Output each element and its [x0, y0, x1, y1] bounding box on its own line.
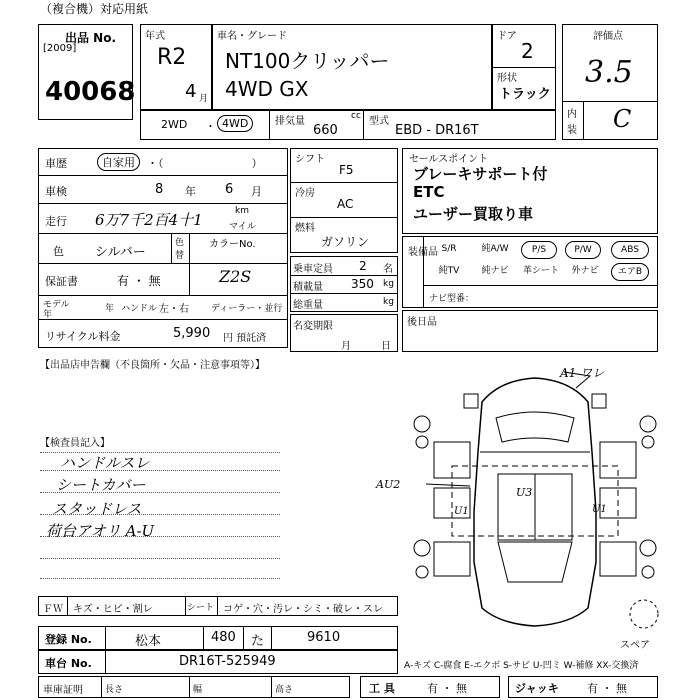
interior-grade: C [613, 105, 632, 133]
garage-cert-row: 車庫証明 長さ 幅 高さ [38, 676, 350, 698]
sales-point-2: ETC [413, 183, 445, 201]
arrival-box: 後日品 [402, 310, 658, 352]
vehicle-name-label: 車名・グレード [217, 31, 287, 42]
details-block: 車歴 自家用 ・（ ） 車検 8 年 6 月 走行 6万7千2百4十1 km マイル 色 シルバー 色 替 カラーNo. 保証書 有 ・ 無 Z2S モデル 年 年 ハンドル 左・右 ディーラー・並行 リサイクル料金 5,990 円 預託済 [38, 148, 288, 348]
vehicle-name-box [212, 24, 492, 110]
model-year-label: 年式 [145, 31, 165, 42]
damage-mark-front: A1 ワレ [560, 366, 605, 380]
spec-block-weights: 乗車定員 2 名 積載量 350 kg 総重量 kg [290, 256, 398, 312]
equip-ext-nav: 外ナビ [571, 266, 599, 276]
equip-abs: ABS [611, 241, 649, 259]
inspection-year: 8 [155, 182, 164, 197]
lot-year-stamp: [2009] [43, 43, 77, 54]
equip-nav: 純ナビ [481, 266, 509, 276]
inspector-line-3: スタッドレス [52, 500, 142, 518]
inspector-line-2: シートカバー [56, 476, 146, 494]
sales-point-1: ブレーキサポート付 [413, 165, 548, 183]
warranty-options: 有 ・ 無 [117, 274, 161, 288]
spec-block-top: シフト F5 冷房 AC 燃料 ガソリン [290, 148, 398, 253]
drive-4wd-circled: 4WD [217, 115, 253, 132]
grade-box: 評価点 3.5 内 装 C [562, 24, 658, 140]
mileage-value: 6万7千2百4十1 [95, 211, 203, 229]
lot-box [38, 24, 136, 120]
displacement-value: 660 [313, 123, 338, 138]
inspector-line-4: 荷台アオリ A-U [46, 522, 155, 540]
inspector-label: 【検査員記入】 [40, 438, 110, 449]
drive-row: 2WD ・ 4WD 排気量 cc 660 型式 EBD - DR16T [140, 110, 556, 140]
damage-code-legend: A-キズ C-腐食 E-エクボ S-サビ U-凹ミ W-補修 XX-交換済 [404, 661, 639, 671]
model-month-value: 4 [185, 81, 197, 102]
load-value: 350 [351, 277, 374, 291]
damage-mark-side: AU2 [376, 478, 401, 491]
shift-value: F5 [339, 163, 354, 177]
lot-label: 出品 No. [65, 31, 117, 45]
ac-value: AC [337, 197, 354, 211]
sales-points-box: セールスポイント ブレーキサポート付 ETC ユーザー買取り車 [402, 148, 658, 234]
lot-number: 40068 [45, 77, 136, 107]
seller-notes-label: 【出品店申告欄（不良箇所・欠品・注意事項等）】 [40, 360, 265, 371]
equip-tv: 純TV [438, 266, 460, 276]
equipment-box: 装備品 S/R 純A/W P/S P/W ABS 純TV 純ナビ 革シート 外ナビ エアB ナビ型番： [402, 236, 658, 308]
equip-airbag: エアB [611, 263, 649, 281]
tools-row: 工 具 有 ・ 無 [360, 676, 500, 698]
vehicle-grade: 4WD GX [225, 77, 309, 101]
fuel-value: ガソリン [321, 235, 370, 249]
jack-row: ジャッキ 有 ・ 無 [508, 676, 658, 698]
registration-row: 登録 No. 松本 480 た 9610 [38, 626, 398, 650]
form-title: （複合機）対応用紙 [40, 2, 149, 16]
spare-label: スペア [620, 640, 650, 651]
equip-sr: S/R [441, 244, 457, 254]
color-value: シルバー [95, 245, 146, 260]
color-number: Z2S [219, 267, 252, 286]
registration-class: 480 [211, 630, 236, 645]
damage-mark-right: U1 [592, 504, 607, 515]
inspector-line-1: ハンドルスレ [60, 454, 150, 472]
registration-place: 松本 [135, 634, 162, 649]
legend-bar: ＦＷ キズ・ヒビ・割レ シート コゲ・穴・汚レ・シミ・破レ・スレ [38, 596, 398, 616]
shape-value: トラック [499, 87, 551, 102]
equip-leather: 革シート [522, 266, 559, 276]
doors-shape-box: ドア 2 形状 トラック [492, 24, 556, 110]
recycle-value: 5,990 [173, 326, 211, 341]
damage-mark-left: U1 [454, 506, 469, 517]
equip-ps: P/S [521, 241, 557, 259]
model-year-box: 年式 R2 4 月 [140, 24, 212, 110]
vehicle-name: NT100クリッパー [225, 49, 390, 73]
chassis-row: 車台 No. DR16T-525949 [38, 650, 398, 674]
chassis-number: DR16T-525949 [179, 654, 276, 669]
damage-mark-bed: U3 [516, 486, 533, 499]
model-year-value: R2 [157, 45, 187, 70]
registration-kana: た [251, 634, 265, 649]
capacity-value: 2 [359, 259, 367, 273]
registration-number: 9610 [307, 630, 341, 645]
doors-value: 2 [521, 39, 534, 63]
drive-2wd: 2WD [161, 118, 188, 131]
inspection-month: 6 [225, 182, 234, 197]
name-change-box: 名変期限 月 日 [290, 314, 398, 352]
equip-aw: 純A/W [481, 244, 509, 254]
history-value: 自家用 [97, 153, 140, 171]
equip-pw: P/W [565, 241, 601, 259]
vehicle-damage-diagram [400, 362, 700, 652]
sales-point-3: ユーザー買取り車 [413, 205, 534, 223]
grade-score: 3.5 [585, 55, 633, 90]
model-code: EBD - DR16T [395, 123, 479, 138]
